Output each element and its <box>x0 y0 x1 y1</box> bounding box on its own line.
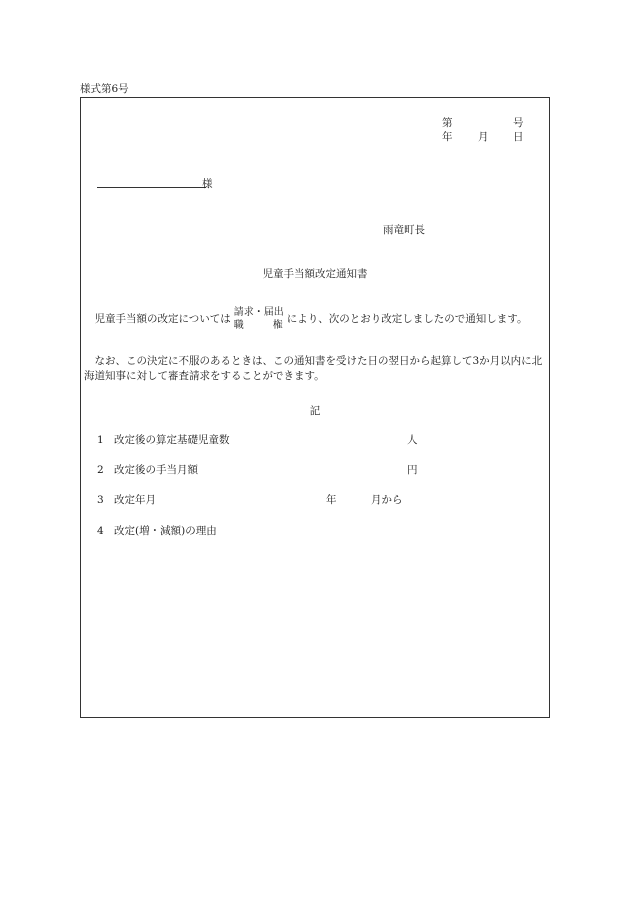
item-revision-month-unit: 月から <box>371 494 403 506</box>
date-day: 日 <box>513 131 524 143</box>
item-children-count-unit: 人 <box>407 434 418 446</box>
paragraph2-text: なお、この決定に不服のあるときは、この通知書を受けた日の翌日から起算して3か月以内に北海道知事に対して審査請求をすることができます。 <box>84 355 543 382</box>
bracket-bottom-left: 職 <box>233 320 244 331</box>
item-children-count: 1 改定後の算定基礎児童数 <box>97 434 230 446</box>
addressee-honorific: 様 <box>202 178 213 190</box>
item-revision-year-unit: 年 <box>326 494 337 506</box>
document-number-dai: 第 <box>442 117 453 129</box>
paragraph1-after: により、次のとおり改定しましたので通知します。 <box>286 313 528 325</box>
item-monthly-amount-unit: 円 <box>407 464 418 476</box>
paragraph1-before: 児童手当額の改定については <box>94 313 231 325</box>
item-revision-date: 3 改定年月 <box>97 494 156 506</box>
bracket-bottom-right: 権 <box>272 320 283 331</box>
item-revision-reason: 4 改定(増・減額)の理由 <box>97 525 217 537</box>
bracket-bottom <box>234 319 284 332</box>
document-title: 児童手当額改定通知書 <box>262 268 368 280</box>
date-month: 月 <box>478 131 489 143</box>
bracket-top: 請求・届出 <box>233 307 284 318</box>
date-year: 年 <box>442 131 453 143</box>
paragraph-revision-notice <box>84 306 548 332</box>
sender-name: 雨竜町長 <box>383 224 425 236</box>
notice-frame <box>80 97 550 718</box>
paragraph-appeal-notice <box>84 354 548 384</box>
item-monthly-amount: 2 改定後の手当月額 <box>97 464 198 476</box>
form-number: 様式第6号 <box>80 83 129 95</box>
request-type-bracket <box>234 306 284 332</box>
addressee-blank-line <box>97 187 206 188</box>
ki-heading: 記 <box>309 405 321 417</box>
document-number-go: 号 <box>513 117 524 129</box>
